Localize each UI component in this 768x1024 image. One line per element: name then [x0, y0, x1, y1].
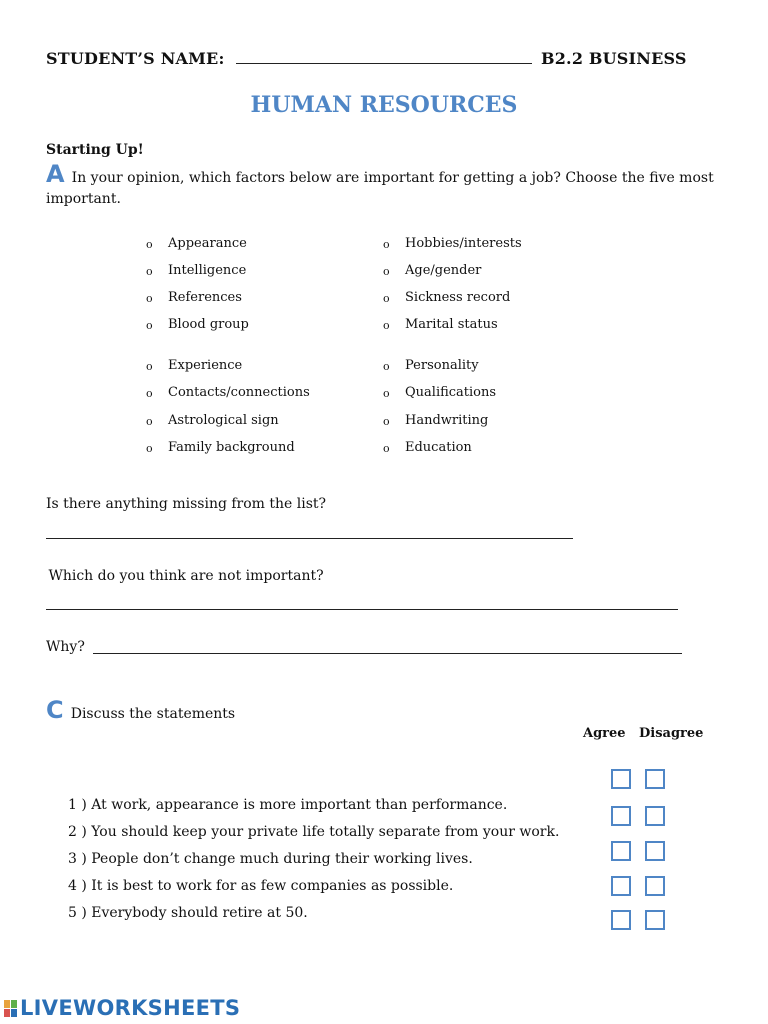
answer-line-missing[interactable]	[46, 538, 573, 539]
answer-line-why[interactable]	[93, 653, 682, 654]
section-c-instruction	[46, 696, 235, 724]
list-item[interactable]: o Education	[383, 440, 472, 455]
section-c-letter: C	[46, 696, 64, 724]
question-not-important: Which do you think are not important?	[44, 568, 324, 584]
list-item[interactable]: o Blood group	[146, 317, 249, 332]
list-item[interactable]: o References	[146, 290, 242, 305]
bullet-circle-icon: o	[146, 238, 153, 251]
disagree-column-header: Disagree	[639, 726, 704, 741]
bullet-circle-icon: o	[146, 387, 153, 400]
student-name-field[interactable]	[236, 63, 532, 64]
bullet-circle-icon: o	[383, 265, 390, 278]
bullet-circle-icon: o	[146, 292, 153, 305]
agree-column-header: Agree	[583, 726, 626, 741]
statement-item: 3 ) People don’t change much during their working lives.	[68, 851, 473, 867]
bullet-circle-icon: o	[383, 360, 390, 373]
statement-item: 4 ) It is best to work for as few companies as possible.	[68, 878, 454, 894]
section-a-instruction-line1: In your opinion, which factors below are important for getting a job? Choose the five most	[71, 170, 714, 186]
list-item[interactable]: o Astrological sign	[146, 413, 279, 428]
disagree-checkbox-2[interactable]	[645, 806, 665, 826]
starting-up-subheading: Starting Up!	[46, 142, 144, 158]
question-why: Why?	[46, 639, 85, 655]
section-a-letter: A	[46, 160, 65, 188]
header-row	[46, 49, 532, 68]
list-item[interactable]: o Personality	[383, 358, 479, 373]
question-missing: Is there anything missing from the list?	[46, 496, 327, 512]
liveworksheets-logo-text[interactable]: LIVEWORKSHEETS	[20, 996, 241, 1020]
bullet-circle-icon: o	[383, 292, 390, 305]
bullet-circle-icon: o	[383, 319, 390, 332]
list-item[interactable]: o Hobbies/interests	[383, 236, 522, 251]
list-item[interactable]: o Contacts/connections	[146, 385, 310, 400]
list-item[interactable]: o Appearance	[146, 236, 247, 251]
bullet-circle-icon: o	[383, 387, 390, 400]
bullet-circle-icon: o	[146, 442, 153, 455]
level-label: B2.2 BUSINESS	[541, 49, 687, 68]
statement-item: 1 ) At work, appearance is more important than performance.	[68, 797, 508, 813]
list-item[interactable]: o Experience	[146, 358, 243, 373]
list-item[interactable]: o Sickness record	[383, 290, 511, 305]
liveworksheets-logo-icon	[4, 1000, 18, 1018]
bullet-circle-icon: o	[146, 319, 153, 332]
agree-checkbox-3[interactable]	[611, 841, 631, 861]
list-item[interactable]: o Age/gender	[383, 263, 482, 278]
section-a-instruction	[46, 160, 714, 188]
bullet-circle-icon: o	[146, 360, 153, 373]
section-c-instruction-text: Discuss the statements	[70, 706, 236, 722]
page-title: HUMAN RESOURCES	[250, 92, 518, 118]
disagree-checkbox-3[interactable]	[645, 841, 665, 861]
bullet-circle-icon: o	[383, 415, 390, 428]
disagree-checkbox-5[interactable]	[645, 910, 665, 930]
agree-checkbox-4[interactable]	[611, 876, 631, 896]
bullet-circle-icon: o	[146, 265, 153, 278]
student-name-label: STUDENT’S NAME:	[46, 49, 225, 68]
answer-line-not-important[interactable]	[46, 609, 678, 610]
disagree-checkbox-4[interactable]	[645, 876, 665, 896]
list-item[interactable]: o Handwriting	[383, 413, 489, 428]
agree-checkbox-2[interactable]	[611, 806, 631, 826]
bullet-circle-icon: o	[383, 442, 390, 455]
section-a-instruction-line2: important.	[46, 191, 121, 207]
list-item[interactable]: o Marital status	[383, 317, 498, 332]
bullet-circle-icon: o	[146, 415, 153, 428]
statement-item: 2 ) You should keep your private life totally separate from your work.	[68, 824, 560, 840]
agree-checkbox-5[interactable]	[611, 910, 631, 930]
statement-item: 5 ) Everybody should retire at 50.	[68, 905, 308, 921]
list-item[interactable]: o Qualifications	[383, 385, 497, 400]
agree-checkbox-1[interactable]	[611, 769, 631, 789]
list-item[interactable]: o Intelligence	[146, 263, 247, 278]
disagree-checkbox-1[interactable]	[645, 769, 665, 789]
bullet-circle-icon: o	[383, 238, 390, 251]
list-item[interactable]: o Family background	[146, 440, 295, 455]
